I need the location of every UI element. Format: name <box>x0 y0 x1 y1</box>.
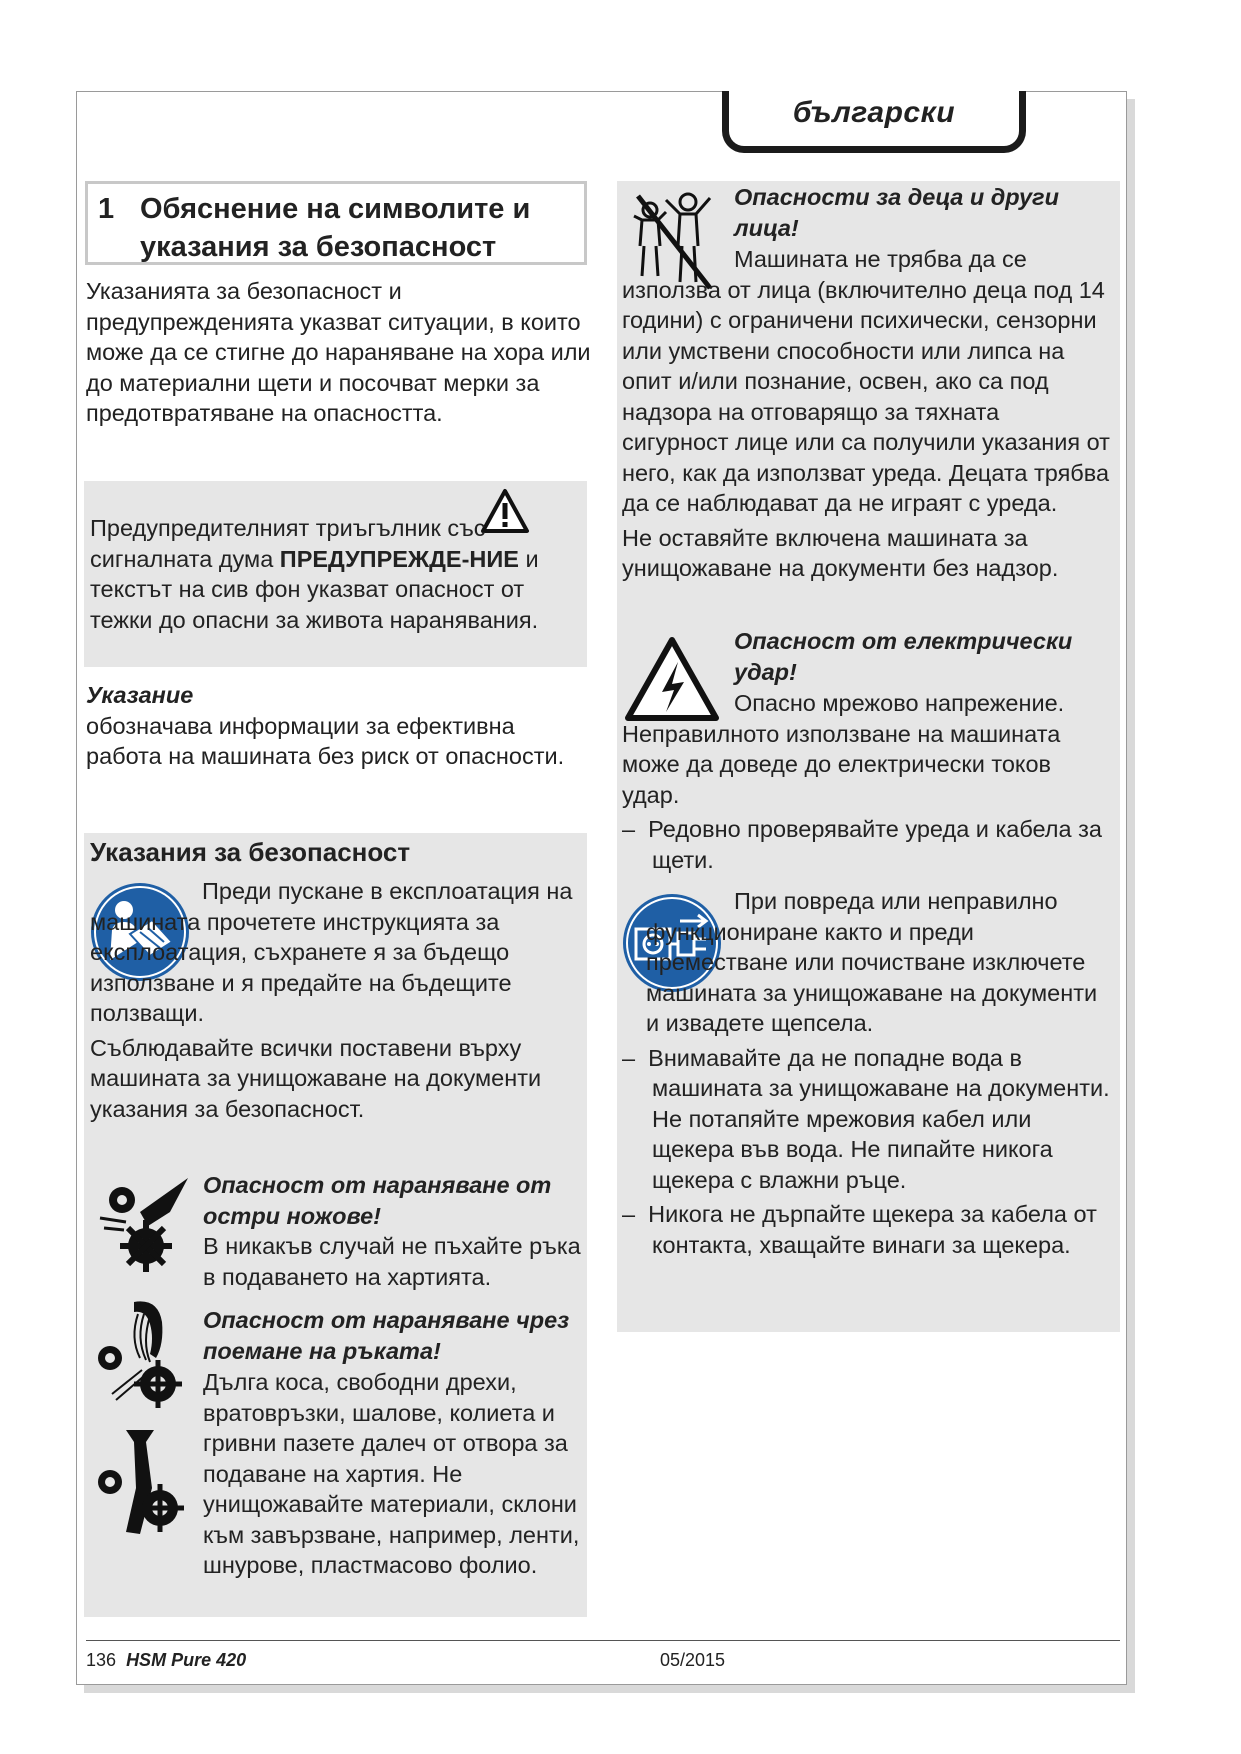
bullet-water: – Внимавайте да не попадне вода в машината за унищожаване на документи. Не потапяйте мрежовия кабел или щекера във вода. Не пипайте никога щекера с влажни ръце. <box>622 1044 1110 1193</box>
signal-word: ПРЕДУПРЕЖДЕ-НИЕ <box>279 545 519 572</box>
language-label: български <box>792 96 956 129</box>
children-text: Машината не трябва да се използва от лица (включително деца под 14 години) с ограничени психически, сензорни или умствени способности или липса на опит и/или познание, освен, ако са под надзора на отговарящо за тяхната сигурност лице или са получили указания от него, как да използват уреда. Децата трябва да се наблюдават да не играят с уреда. Не оставяйте включена машината за унищожаване на документи без надзор. <box>622 246 1110 581</box>
safety-heading: Указания за безопасност <box>90 837 411 867</box>
page-number: 136 <box>86 1650 117 1670</box>
model-name: Pure 420 <box>171 1650 247 1670</box>
footer-date: 05/2015 <box>660 1650 726 1670</box>
knives-block: Опасност от нараняване от остри ножове! В никакъв случай не пъхайте ръка в подаването на хартията. <box>203 1172 581 1290</box>
unplug-text: При повреда или неправилно функциониране както и преди преместване или почистване изключете машината за унищожаване на документи и извадете щепсела. – Внимавайте да не попадне вода в машината за унищожаване на документи. Не потапяйте мрежовия кабел или щекера във вода. Не пипайте никога щекера с влажни ръце. – Никога не дърпайте щекера за кабела от контакта, хващайте винаги за щекера. <box>646 886 1112 1260</box>
bullet-pull: – Никога не дърпайте щекера за кабела от контакта, хващайте винаги за щекера. <box>622 1201 1097 1258</box>
brand-logo: HSM <box>126 1650 167 1670</box>
children-block: Опасности за деца и други лица! <box>734 184 1059 241</box>
note-text: обозначава информации за ефективна работа на машината без риск от опасности. <box>86 712 565 769</box>
electric-text: Опасно мрежово напрежение. Неправилното използване на машината може да доведе до електрически токов удар. – Редовно проверявайте уреда и кабела за щети. <box>622 688 1112 875</box>
warning-text: Предупредителният триъгълник със сигналната дума ПРЕДУПРЕЖДЕ-НИЕ и текстът на сив фон указват опасност от тежки до опасни за живота наранявания. <box>90 515 539 633</box>
section-heading <box>85 181 587 265</box>
knife-hazard-icon <box>90 1172 190 1272</box>
electric-block: Опасност от електрически удар! <box>734 628 1073 685</box>
note-block <box>86 680 596 772</box>
footer-divider <box>86 1640 1120 1641</box>
drawin-block: Опасност от нараняване чрез поемане на ръката! <box>203 1307 570 1364</box>
intro-paragraph: Указанията за безопасност и предупрежденията указват ситуации, в които може да се стигне до нараняване на хора или до материални щети и посочват мерки за предотвратяване на опасността. <box>86 278 591 426</box>
section-number: 1 <box>98 193 115 225</box>
read-manual-text: Преди пускане в експлоатация на машината прочетете инструкцията за експлоатация, съхранете я за бъдещо използване и я предайте на бъдещите ползващи. Съблюдавайте всички поставени върху машината за унищожаване на документи указания за безопасност. <box>90 878 573 1122</box>
section-title: Обяснение на символите и указания за безопасност <box>140 193 531 263</box>
note-title: Указание <box>86 682 194 708</box>
drawin-text: Дълга коса, свободни дрехи, вратовръзки, шалове, колиета и гривни пазете далеч от отвора за подаване на хартия. Не унищожавайте материали, склони към завързване, например, ленти, шнурове, пластмасово фолио. <box>203 1369 580 1578</box>
language-tab <box>722 91 1026 153</box>
footer-left <box>86 1650 246 1671</box>
bullet-check: – Редовно проверявайте уреда и кабела за щети. <box>622 816 1102 873</box>
